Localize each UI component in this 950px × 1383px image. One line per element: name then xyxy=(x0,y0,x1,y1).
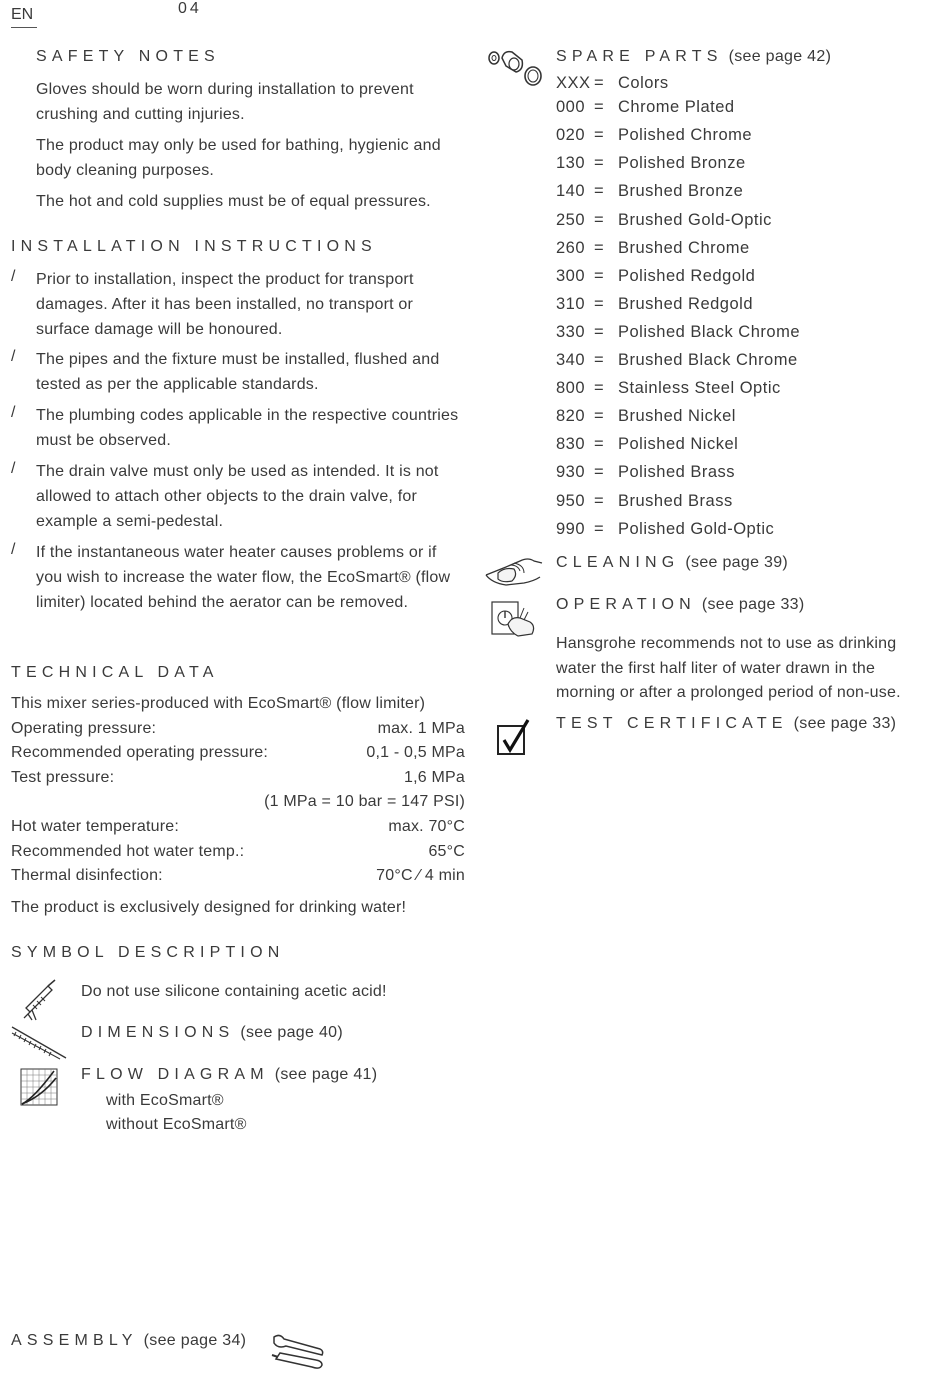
technical-row xyxy=(11,815,465,839)
operation-page-ref: (see page 33) xyxy=(701,596,805,613)
color-name: Brushed Redgold xyxy=(618,295,754,313)
technical-row xyxy=(11,864,465,888)
color-code: 300 xyxy=(556,267,586,285)
equals-sign: = xyxy=(594,435,605,453)
color-code: 140 xyxy=(556,182,586,200)
color-row xyxy=(556,348,798,372)
technical-label: Recommended operating pressure: xyxy=(11,744,269,761)
color-row xyxy=(556,123,752,147)
color-name: Polished Chrome xyxy=(618,126,753,144)
bullet-slash: / xyxy=(11,268,16,285)
color-row xyxy=(556,432,738,456)
dimensions-page-ref: (see page 40) xyxy=(240,1024,343,1041)
dimensions-heading xyxy=(81,1024,343,1042)
equals-sign: = xyxy=(594,295,605,313)
color-row xyxy=(556,179,743,203)
color-row xyxy=(556,460,735,484)
equals-sign: = xyxy=(594,126,605,144)
technical-value: 0,1 - 0,5 MPa xyxy=(366,744,465,761)
color-code: 990 xyxy=(556,520,586,538)
installation-text: If the instantaneous water heater causes problems or if you wish to increase the water flow, the EcoSmart® (flow limiter) located behind the aerator can be removed. xyxy=(36,544,451,611)
technical-value: max. 70°C xyxy=(388,818,465,835)
color-row xyxy=(556,517,774,541)
color-name: Chrome Plated xyxy=(618,98,735,116)
color-code: 130 xyxy=(556,154,586,172)
operation-hand-icon xyxy=(490,596,538,638)
color-code: 340 xyxy=(556,351,586,369)
spare-parts-icon xyxy=(486,48,544,86)
color-code: 930 xyxy=(556,463,586,481)
equals-sign: = xyxy=(594,98,605,116)
color-code: 020 xyxy=(556,126,586,144)
safety-note-usage: The product may only be used for bathing, hygienic and body cleaning purposes. xyxy=(36,137,441,179)
color-name: Brushed Gold-Optic xyxy=(618,211,772,229)
technical-label: Thermal disinfection: xyxy=(11,867,163,884)
equals-sign: = xyxy=(594,211,605,229)
installation-text: The drain valve must only be used as intended. It is not allowed to attach other objects to the drain valve, for example a semi-pedestal. xyxy=(36,463,439,530)
safety-note-pressures: The hot and cold supplies must be of equal pressures. xyxy=(36,193,431,210)
assembly-page-ref: (see page 34) xyxy=(143,1332,247,1349)
installation-text: The pipes and the fixture must be installed, flushed and tested as per the applicable standards. xyxy=(36,351,440,393)
color-code: XXX xyxy=(556,74,591,92)
equals-sign: = xyxy=(594,74,605,92)
drinking-water-note: The product is exclusively designed for drinking water! xyxy=(11,899,407,916)
color-row xyxy=(556,151,746,175)
safety-note-gloves: Gloves should be worn during installation to prevent crushing and cutting injuries. xyxy=(36,81,414,123)
color-name: Brushed Chrome xyxy=(618,239,750,257)
silicone-gun-icon xyxy=(18,978,58,1022)
technical-data-heading: TECHNICAL DATA xyxy=(11,664,219,681)
symbol-description-heading: SYMBOL DESCRIPTION xyxy=(11,944,285,961)
technical-row xyxy=(11,790,465,814)
color-row xyxy=(556,264,755,288)
equals-sign: = xyxy=(594,520,605,538)
technical-label: Operating pressure: xyxy=(11,720,157,737)
equals-sign: = xyxy=(594,239,605,257)
installation-item xyxy=(0,404,470,459)
technical-label: Test pressure: xyxy=(11,769,115,786)
technical-row xyxy=(11,840,465,864)
assembly-heading xyxy=(11,1332,246,1350)
installation-heading: INSTALLATION INSTRUCTIONS xyxy=(11,238,377,255)
color-name: Polished Brass xyxy=(618,463,736,481)
test-certificate-heading xyxy=(556,715,896,733)
technical-intro: This mixer series-produced with EcoSmart® (flow limiter) xyxy=(11,695,426,712)
equals-sign: = xyxy=(594,351,605,369)
with-ecosmart: with EcoSmart® xyxy=(106,1092,224,1109)
color-name: Stainless Steel Optic xyxy=(618,379,781,397)
color-code: 800 xyxy=(556,379,586,397)
equals-sign: = xyxy=(594,463,605,481)
equals-sign: = xyxy=(594,182,605,200)
installation-item xyxy=(0,348,470,403)
dimensions-label: DIMENSIONS xyxy=(81,1024,235,1041)
test-certificate-label: TEST CERTIFICATE xyxy=(556,715,788,732)
color-name: Polished Nickel xyxy=(618,435,739,453)
cleaning-hand-icon xyxy=(484,553,546,593)
technical-row xyxy=(11,741,465,765)
color-row xyxy=(556,404,736,428)
equals-sign: = xyxy=(594,492,605,510)
color-name: Polished Gold-Optic xyxy=(618,520,775,538)
equals-sign: = xyxy=(594,267,605,285)
operation-label: OPERATION xyxy=(556,596,696,613)
page-number: 04 xyxy=(178,0,202,17)
flow-diagram-label: FLOW DIAGRAM xyxy=(81,1066,269,1083)
flow-diagram-icon xyxy=(20,1068,58,1106)
color-name: Brushed Nickel xyxy=(618,407,736,425)
technical-label: Recommended hot water temp.: xyxy=(11,843,245,860)
color-row xyxy=(556,489,733,513)
language-code: EN xyxy=(11,6,37,28)
spare-parts-page-ref: (see page 42) xyxy=(728,48,832,65)
color-name: Polished Bronze xyxy=(618,154,746,172)
technical-value: 70°C ⁄ 4 min xyxy=(376,867,465,884)
color-row xyxy=(556,95,735,119)
dimensions-icon xyxy=(10,1025,68,1061)
equals-sign: = xyxy=(594,407,605,425)
installation-item xyxy=(0,460,470,540)
cleaning-label: CLEANING xyxy=(556,554,680,571)
silicone-warning: Do not use silicone containing acetic acid! xyxy=(81,983,387,1000)
installation-item xyxy=(0,541,470,641)
technical-label: Hot water temperature: xyxy=(11,818,180,835)
equals-sign: = xyxy=(594,323,605,341)
cleaning-page-ref: (see page 39) xyxy=(685,554,789,571)
spare-parts-heading xyxy=(556,48,831,66)
flow-diagram-page-ref: (see page 41) xyxy=(274,1066,378,1083)
bullet-slash: / xyxy=(11,348,16,365)
technical-value: (1 MPa = 10 bar = 147 PSI) xyxy=(264,793,465,810)
color-name: Polished Redgold xyxy=(618,267,756,285)
installation-text: Prior to installation, inspect the product for transport damages. After it has been installed, no transport or surface damage will be honoured. xyxy=(36,271,414,338)
color-row xyxy=(556,71,669,95)
color-code: 260 xyxy=(556,239,586,257)
installation-item xyxy=(0,268,470,348)
flow-diagram-heading xyxy=(81,1066,377,1084)
color-name: Brushed Brass xyxy=(618,492,733,510)
color-code: 330 xyxy=(556,323,586,341)
color-code: 000 xyxy=(556,98,586,116)
bullet-slash: / xyxy=(11,460,16,477)
color-code: 830 xyxy=(556,435,586,453)
color-row xyxy=(556,236,750,260)
operation-drinking-note: Hansgrohe recommends not to use as drinking water the first half liter of water drawn in the morning or after a prolonged period of non-use. xyxy=(556,635,901,701)
installation-text: The plumbing codes applicable in the respective countries must be observed. xyxy=(36,407,459,449)
bullet-slash: / xyxy=(11,404,16,421)
color-row xyxy=(556,376,781,400)
cleaning-heading xyxy=(556,554,788,572)
color-name: Brushed Black Chrome xyxy=(618,351,798,369)
color-code: 820 xyxy=(556,407,586,425)
equals-sign: = xyxy=(594,154,605,172)
technical-row xyxy=(11,717,465,741)
color-name: Polished Black Chrome xyxy=(618,323,800,341)
bullet-slash: / xyxy=(11,541,16,558)
assembly-label: ASSEMBLY xyxy=(11,1332,138,1349)
without-ecosmart: without EcoSmart® xyxy=(106,1116,247,1133)
checkbox-check-icon xyxy=(496,718,532,758)
safety-notes-heading: SAFETY NOTES xyxy=(36,48,220,65)
technical-value: max. 1 MPa xyxy=(377,720,465,737)
technical-value: 1,6 MPa xyxy=(404,769,465,786)
operation-heading xyxy=(556,596,805,614)
equals-sign: = xyxy=(594,379,605,397)
tools-icon xyxy=(270,1333,326,1373)
color-name: Brushed Bronze xyxy=(618,182,744,200)
color-row xyxy=(556,208,772,232)
color-row xyxy=(556,292,753,316)
technical-row xyxy=(11,766,465,790)
technical-value: 65°C xyxy=(428,843,465,860)
color-code: 310 xyxy=(556,295,586,313)
test-certificate-page-ref: (see page 33) xyxy=(793,715,897,732)
color-code: 950 xyxy=(556,492,586,510)
spare-parts-label: SPARE PARTS xyxy=(556,48,723,65)
color-row xyxy=(556,320,800,344)
color-code: 250 xyxy=(556,211,586,229)
color-name: Colors xyxy=(618,74,669,92)
